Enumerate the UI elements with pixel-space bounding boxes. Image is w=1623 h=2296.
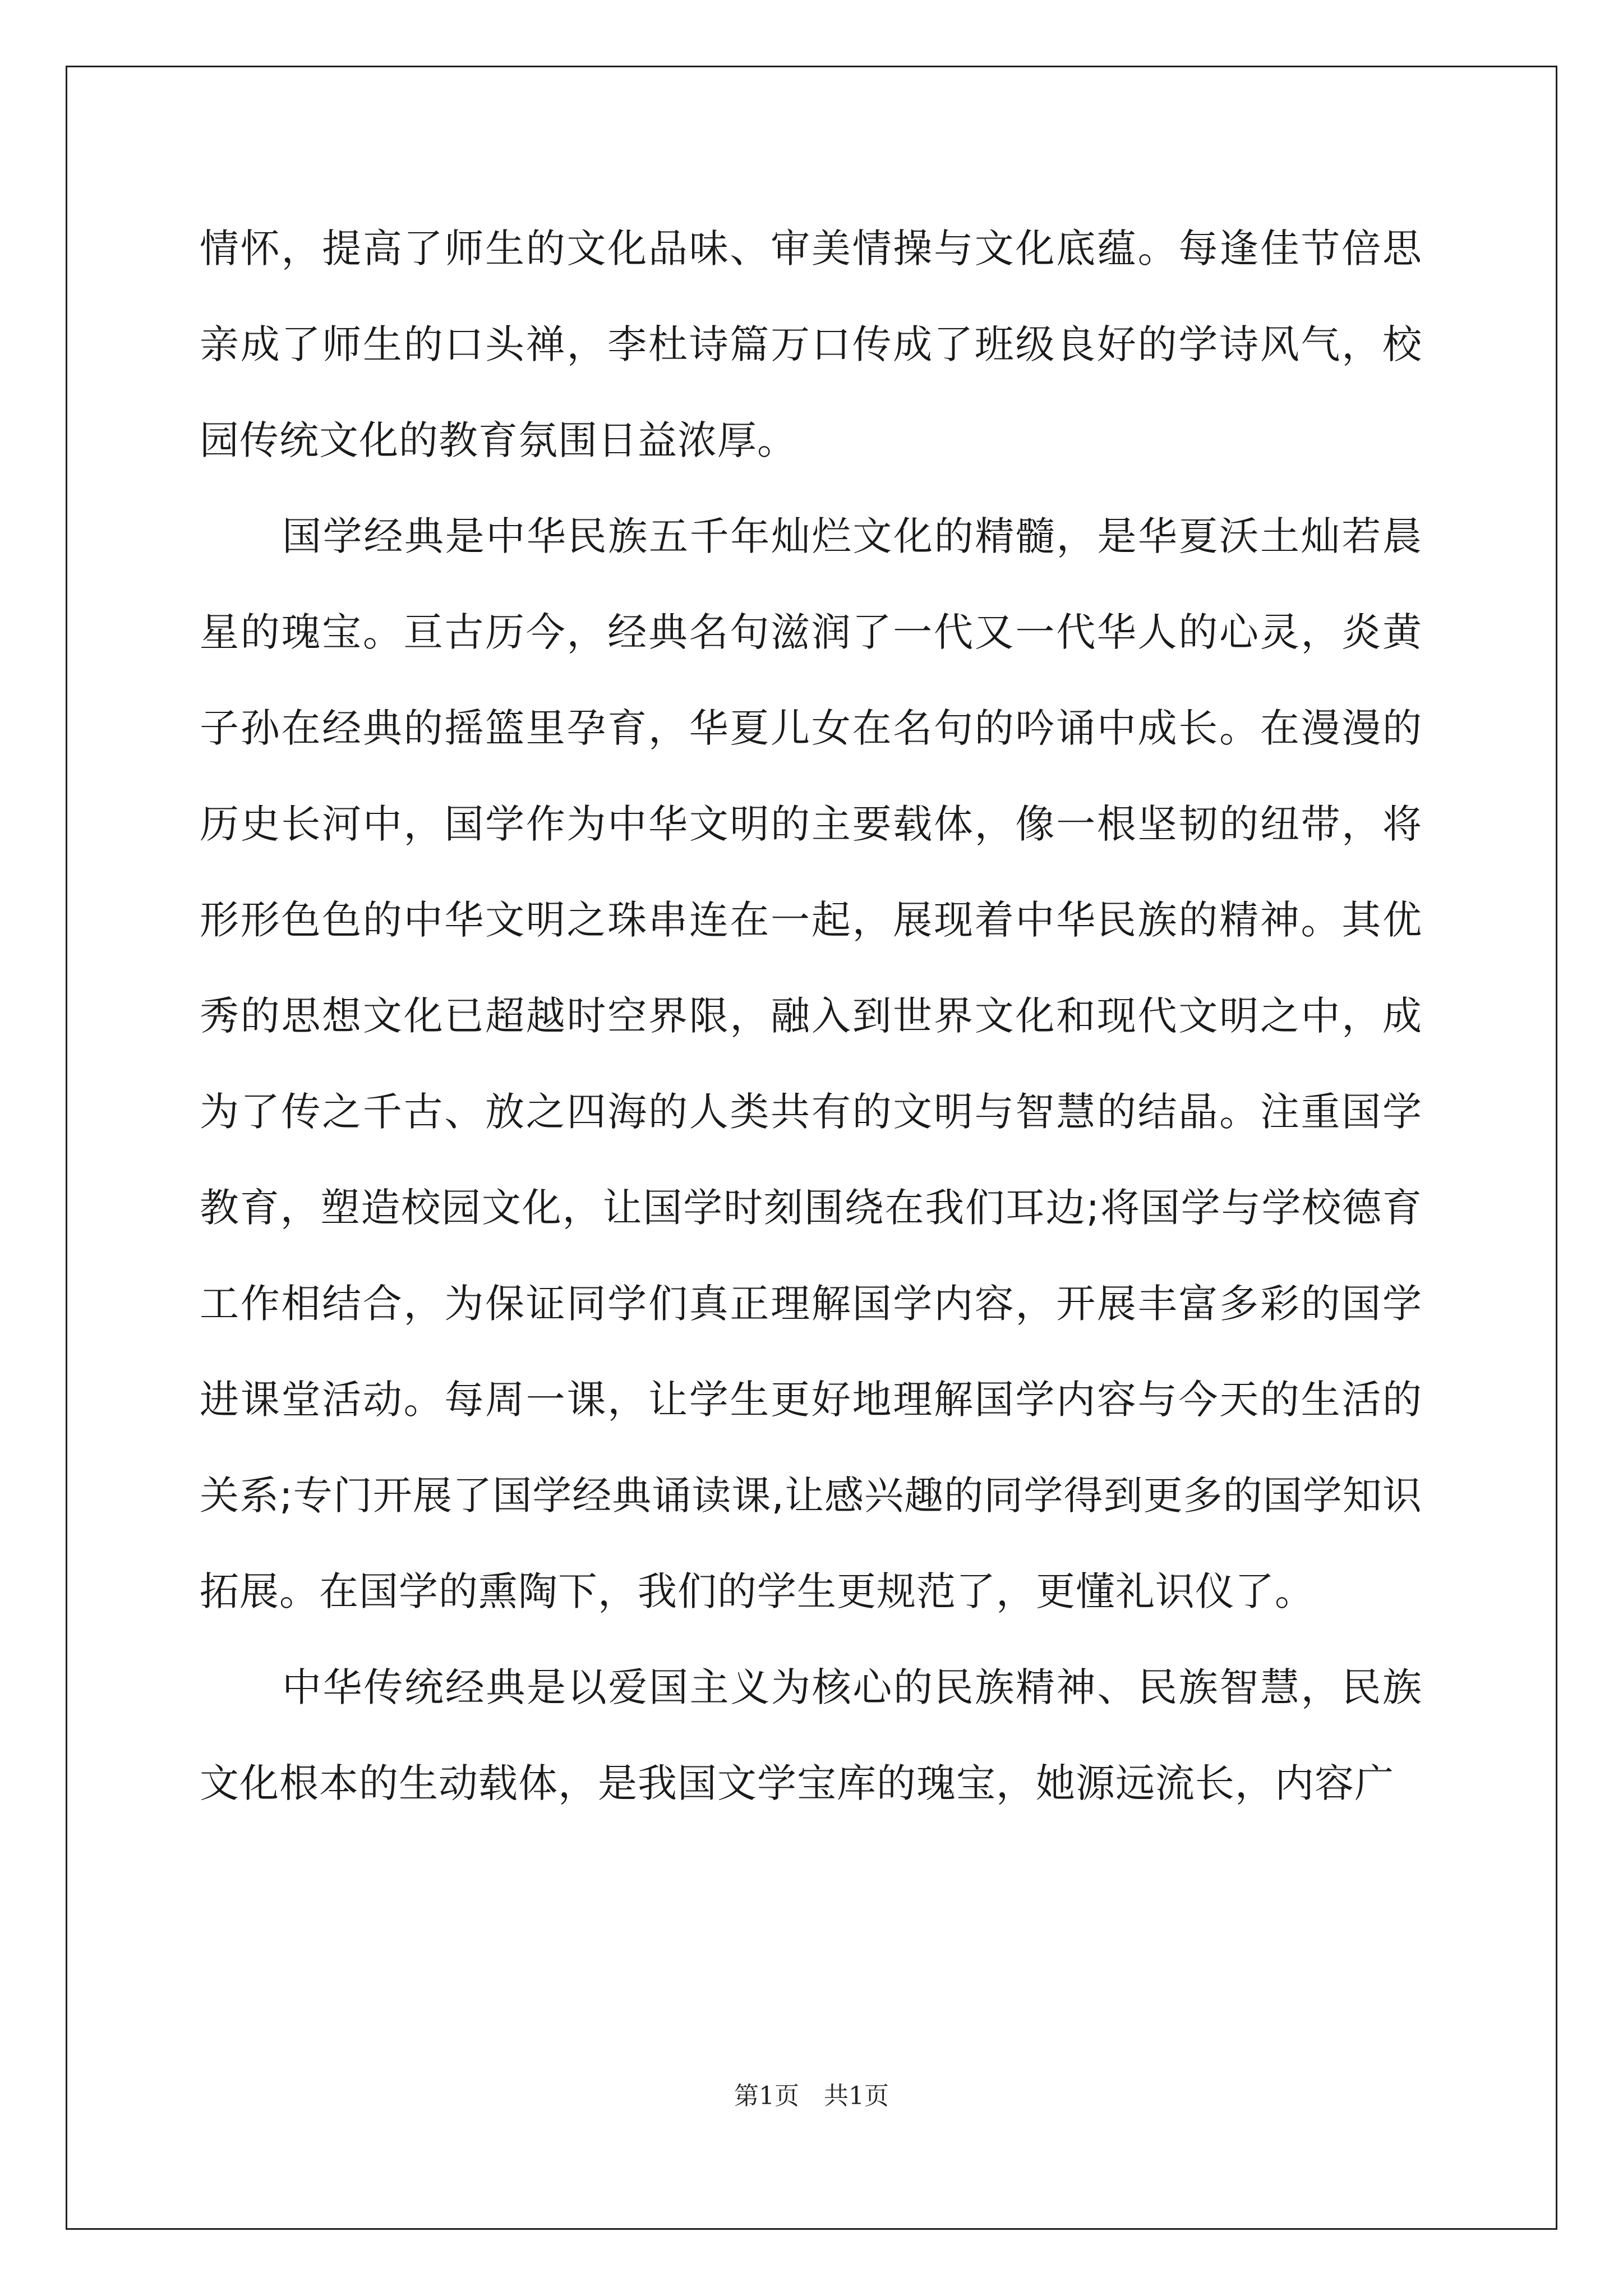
paragraph-3: 中华传统经典是以爱国主义为核心的民族精神、民族智慧，民族文化根本的生动载体，是我国文学宝库的瑰宝，她源远流长，内容广 <box>200 1664 1422 1806</box>
paragraph-1: 情怀，提高了师生的文化品味、审美情操与文化底蕴。每逢佳节倍思亲成了师生的口头禅，李杜诗篇万口传成了班级良好的学诗风气，校园传统文化的教育氛围日益浓厚。 <box>200 226 1422 463</box>
document-body <box>200 201 1422 1832</box>
paragraph-2: 国学经典是中华民族五千年灿烂文化的精髓，是华夏沃土灿若晨星的瑰宝。亘古历今，经典名句滋润了一代又一代华人的心灵，炎黄子孙在经典的摇篮里孕育，华夏儿女在名句的吟诵中成长。在漫漫的历史长河中，国学作为中华文明的主要载体，像一根坚韧的纽带，将形形色色的中华文明之珠串连在一起，展现着中华民族的精神。其优秀的思想文化已超越时空界限，融入到世界文化和现代文明之中，成为了传之千古、放之四海的人类共有的文明与智慧的结晶。注重国学教育，塑造校园文化，让国学时刻围绕在我们耳边;将国学与学校德育工作相结合，为保证同学们真正理解国学内容，开展丰富多彩的国学进课堂活动。每周一课，让学生更好地理解国学内容与今天的生活的关系;专门开展了国学经典诵读课,让感兴趣的同学得到更多的国学知识拓展。在国学的熏陶下，我们的学生更规范了，更懂礼识仪了。 <box>200 513 1422 1614</box>
page-number-footer: 第1页 共1页 <box>734 2082 889 2110</box>
